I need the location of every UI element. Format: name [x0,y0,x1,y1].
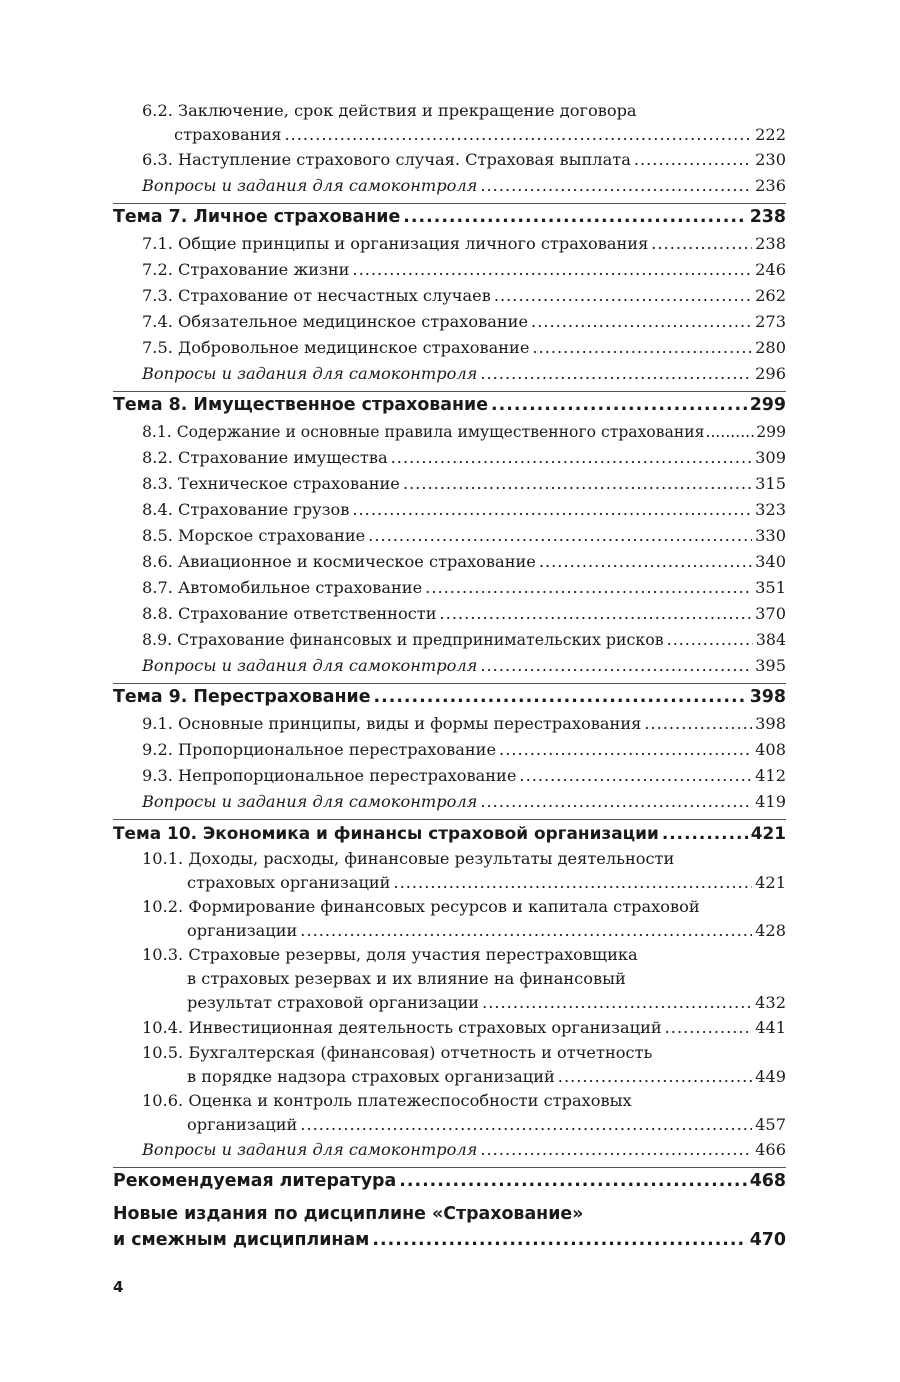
toc-entry-title: 10.4. Инвестиционная деятельность страховых организаций [142,1018,662,1037]
toc-entry-title: 7.1. Общие принципы и организация личного страхования [142,234,649,253]
toc-page-number: 432 [755,993,786,1012]
toc-entry-7-3[interactable] [113,283,786,309]
dot-leader [374,684,747,711]
toc-page-number: 236 [755,176,786,195]
toc-page-number: 315 [755,474,786,493]
dot-leader [480,789,752,815]
toc-entry-8-2[interactable] [113,445,786,471]
toc-page-number: 246 [755,260,786,279]
dot-leader [403,471,752,497]
toc-topic-7[interactable] [113,204,786,231]
toc-page-number: 262 [755,286,786,305]
dot-leader [368,523,752,549]
dot-leader [352,257,752,283]
toc-page-number: 428 [755,921,786,940]
dot-leader [482,991,752,1015]
toc-entry-title: 6.3. Наступление страхового случая. Страховая выплата [142,150,631,169]
toc-topic-10[interactable] [113,820,786,847]
toc-page-number: 323 [755,500,786,519]
toc-entry-title: организации [187,921,298,940]
toc-entry-10-3[interactable] [113,991,786,1015]
dot-leader [284,123,752,147]
toc-entry-9-1[interactable] [113,711,786,737]
dot-leader [634,147,752,173]
dot-leader [300,919,752,943]
toc-entry-title: Вопросы и задания для самоконтроля [142,792,478,811]
toc-entry-title: 7.2. Страхование жизни [142,260,350,279]
toc-entry-10-5-line1: 10.5. Бухгалтерская (финансовая) отчетность и отчетность [142,1043,653,1062]
toc-entry-8-6[interactable] [113,549,786,575]
dot-leader [667,627,753,653]
toc-entry-title: 7.4. Обязательное медицинское страхование [142,312,529,331]
toc-topic-title: Тема 7. Личное страхование [113,207,401,227]
toc-entry-title: 7.5. Добровольное медицинское страхование [142,338,530,357]
toc-page-number: 441 [755,1018,786,1037]
toc-entry-10-1-line1: 10.1. Доходы, расходы, финансовые результаты деятельности [142,849,675,868]
toc-entry-title: страховых организаций [187,873,391,892]
dot-leader [372,1228,746,1253]
toc-page-number: 468 [749,1171,786,1191]
toc-topic-title: Рекомендуемая литература [113,1171,397,1191]
toc-entry-questions-7[interactable] [113,361,786,387]
toc-topic-title: Тема 9. Перестрахование [113,687,371,707]
toc-entry-title: 8.8. Страхование ответственности [142,604,437,623]
toc-entry-title: 8.1. Содержание и основные правила имущественного страхования [142,423,705,441]
toc-entry-8-7[interactable] [113,575,786,601]
toc-entry-6-2[interactable] [113,123,786,147]
toc-entry-8-4[interactable] [113,497,786,523]
dot-leader [480,173,752,199]
toc-new-editions[interactable] [113,1228,786,1253]
toc-entry-10-4[interactable] [113,1015,786,1041]
toc-entry-title: организаций [187,1115,298,1134]
toc-entry-questions-9[interactable] [113,789,786,815]
toc-entry-title: Вопросы и задания для самоконтроля [142,364,478,383]
toc-page-number: 419 [755,792,786,811]
toc-page-number: 384 [755,630,786,649]
dot-leader [393,871,752,895]
toc-page-number: 449 [755,1067,786,1086]
toc-entry-7-4[interactable] [113,309,786,335]
toc-page-number: 470 [749,1230,786,1250]
toc-topic-9[interactable] [113,684,786,711]
dot-leader [480,653,752,679]
toc-entry-questions-10[interactable] [113,1137,786,1163]
toc-page-number: 395 [755,656,786,675]
toc-page-number: 466 [755,1140,786,1159]
toc-entry-title: 8.9. Страхование финансовых и предпринимательских рисков [142,630,664,649]
dot-leader [519,763,752,789]
toc-literature[interactable] [113,1168,786,1195]
toc-page-number: 351 [755,578,786,597]
toc-entry-title: 8.5. Морское страхование [142,526,366,545]
toc-entry-7-5[interactable] [113,335,786,361]
toc-page-number: 408 [755,740,786,759]
toc-entry-title: 7.3. Страхование от несчастных случаев [142,286,491,305]
toc-entry-title: 9.2. Пропорциональное перестрахование [142,740,497,759]
toc-page-number: 412 [755,766,786,785]
toc-topic-8[interactable] [113,392,786,419]
dot-leader [480,1137,752,1163]
toc-entry-9-3[interactable] [113,763,786,789]
toc-entry-title: Вопросы и задания для самоконтроля [142,176,478,195]
toc-page-number: 238 [755,234,786,253]
dot-leader [662,820,748,847]
toc-page-number: 398 [755,714,786,733]
toc-entry-6-3[interactable] [113,147,786,173]
dot-leader [425,575,752,601]
toc-page-number: 230 [755,150,786,169]
dot-leader [558,1065,752,1089]
toc-entry-8-3[interactable] [113,471,786,497]
dot-leader [651,231,752,257]
toc-entry-7-1[interactable] [113,231,786,257]
toc-entry-8-1[interactable] [113,419,786,445]
toc-entry-8-8[interactable] [113,601,786,627]
toc-page-number: 273 [755,312,786,331]
table-of-contents [113,99,786,1253]
toc-topic-title: Тема 10. Экономика и финансы страховой организации [113,823,659,843]
toc-entry-title: Вопросы и задания для самоконтроля [142,1140,478,1159]
toc-entry-title: страхования [174,125,282,144]
toc-page-number: 330 [755,526,786,545]
toc-entry-title: 8.6. Авиационное и космическое страхование [142,552,536,571]
toc-page-number: 238 [749,207,786,227]
dot-leader [644,711,752,737]
toc-entry-title: в порядке надзора страховых организаций [187,1067,555,1086]
toc-entry-10-1[interactable] [113,871,786,895]
dot-leader [480,361,752,387]
toc-entry-title: Вопросы и задания для самоконтроля [142,656,478,675]
toc-page-number: 457 [755,1115,786,1134]
toc-entry-title: 8.3. Техническое страхование [142,474,400,493]
toc-entry-10-3-line1: 10.3. Страховые резервы, доля участия перестраховщика [142,945,638,964]
dot-leader [532,335,752,361]
dot-leader [300,1113,752,1137]
toc-entry-8-9[interactable] [113,627,786,653]
toc-page-number: 421 [750,823,786,843]
dot-leader [539,549,752,575]
toc-new-editions-line1: Новые издания по дисциплине «Страхование» [113,1204,584,1224]
toc-entry-questions-6[interactable] [113,173,786,199]
dot-leader [531,309,752,335]
toc-entry-title: результат страховой организации [187,993,480,1012]
toc-entry-questions-8[interactable] [113,653,786,679]
toc-entry-10-6-line1: 10.6. Оценка и контроль платежеспособности страховых [142,1091,632,1110]
dot-leader [491,392,747,419]
dot-leader [440,601,753,627]
toc-entry-title: 8.4. Страхование грузов [142,500,350,519]
dot-leader [665,1015,752,1041]
page-number: 4 [113,1278,124,1296]
dot-leader [403,204,746,231]
toc-page-number: 280 [755,338,786,357]
toc-entry-6-2-line1: 6.2. Заключение, срок действия и прекращение договора [142,101,637,120]
toc-entry-10-3-line2: в страховых резервах и их влияние на финансовый [187,969,626,988]
dot-leader [706,419,756,445]
toc-page-number: 296 [755,364,786,383]
toc-entry-10-2[interactable] [113,919,786,943]
toc-entry-title: 9.3. Непропорциональное перестрахование [142,766,517,785]
dot-leader [494,283,752,309]
toc-entry-title: 9.1. Основные принципы, виды и формы перестрахования [142,714,642,733]
toc-page-number: 340 [755,552,786,571]
toc-page-number: 421 [755,873,786,892]
toc-page-number: 309 [755,448,786,467]
toc-entry-8-5[interactable] [113,523,786,549]
toc-entry-10-2-line1: 10.2. Формирование финансовых ресурсов и капитала страховой [142,897,700,916]
dot-leader [399,1168,746,1195]
toc-page-number: 222 [755,125,786,144]
toc-topic-title: и смежным дисциплинам [113,1230,370,1250]
toc-entry-10-6[interactable] [113,1113,786,1137]
dot-leader [391,445,752,471]
toc-entry-title: 8.2. Страхование имущества [142,448,388,467]
toc-entry-title: 8.7. Автомобильное страхование [142,578,423,597]
toc-page-number: 299 [756,423,786,441]
toc-page-number: 299 [749,395,786,415]
toc-page-number: 370 [755,604,786,623]
toc-topic-title: Тема 8. Имущественное страхование [113,395,489,415]
dot-leader [499,737,752,763]
toc-entry-7-2[interactable] [113,257,786,283]
toc-page-number: 398 [749,687,786,707]
dot-leader [352,497,752,523]
toc-entry-10-5[interactable] [113,1065,786,1089]
toc-entry-9-2[interactable] [113,737,786,763]
